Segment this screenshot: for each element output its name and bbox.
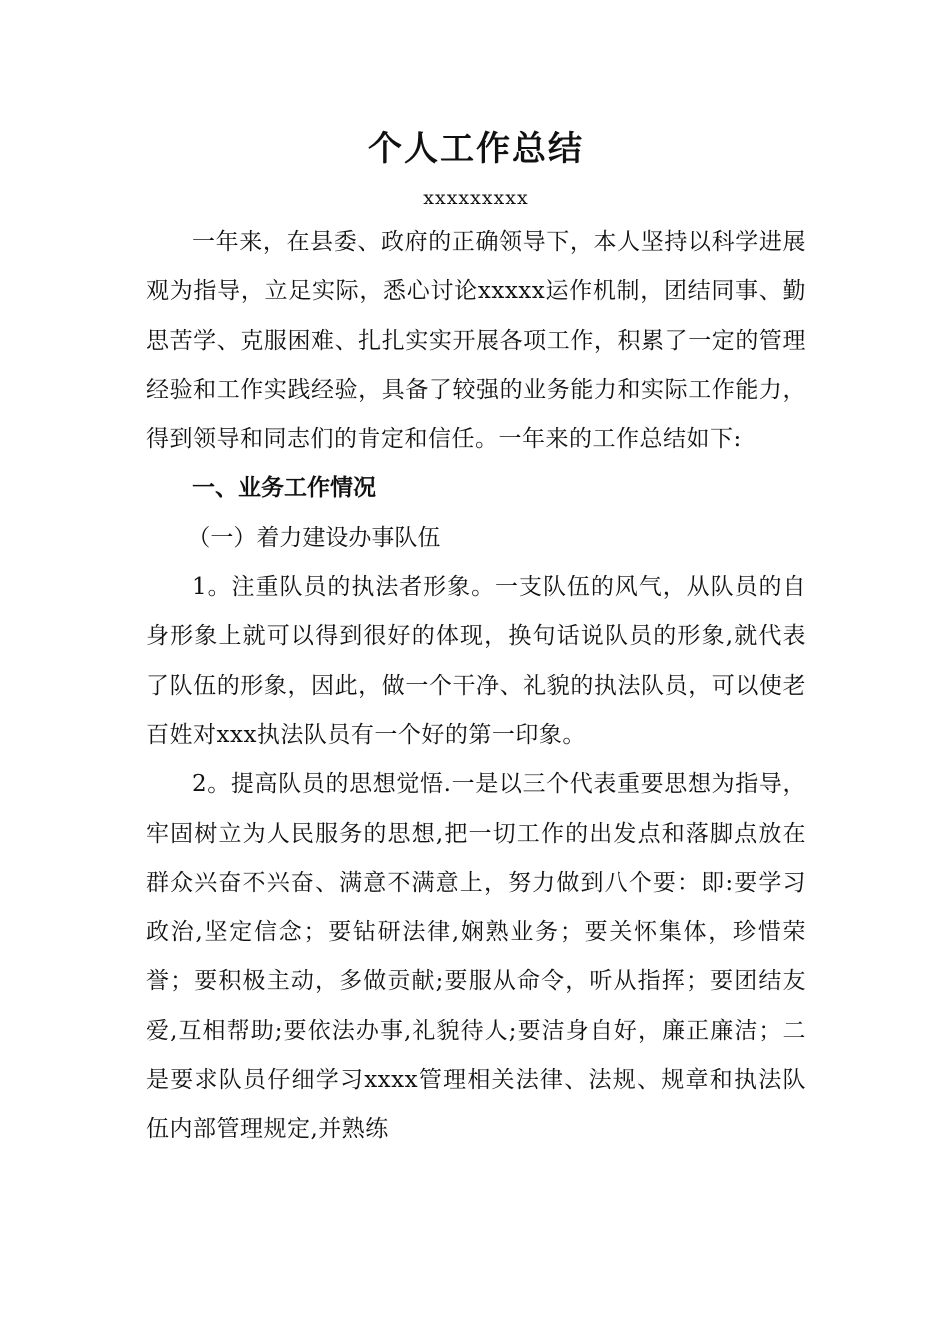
item-paragraph-2: 2。提高队员的思想觉悟.一是以三个代表重要思想为指导，牢固树立为人民服务的思想,把一切工作的出发点和落脚点放在群众兴奋不兴奋、满意不满意上，努力做到八个要：即:要学习政治,坚定信念；要钻研法律,娴熟业务；要关怀集体，珍惜荣誉；要积极主动，多做贡献;要服从命令，听从指挥；要团结友爱,互相帮助;要依法办事,礼貌待人;要洁身自好，廉正廉洁；二是要求队员仔细学习xxxx管理相关法律、法规、规章和执法队伍内部管理规定,并熟练 bbox=[146, 771, 806, 1143]
intro-paragraph: 一年来，在县委、政府的正确领导下，本人坚持以科学进展观为指导，立足实际，悉心讨论xxxxx运作机制，团结同事、勤思苦学、克服困难、扎扎实实开展各项工作，积累了一定的管理经验和工作实践经验，具备了较强的业务能力和实际工作能力，得到领导和同志们的肯定和信任。一年来的工作总结如下: bbox=[146, 229, 806, 453]
document-body bbox=[146, 120, 806, 1155]
section-heading: 一、业务工作情况 bbox=[192, 475, 376, 502]
document-title: 个人工作总结 bbox=[368, 129, 584, 169]
document-author: xxxxxxxxx bbox=[423, 187, 529, 209]
subsection-heading: （一）着力建设办事队伍 bbox=[187, 524, 441, 551]
item-paragraph-1: 1。注重队员的执法者形象。一支队伍的风气，从队员的自身形象上就可以得到很好的体现，换句话说队员的形象,就代表了队伍的形象，因此，做一个干净、礼貌的执法队员，可以使老百姓对xxx执法队员有一个好的第一印象。 bbox=[146, 574, 806, 748]
